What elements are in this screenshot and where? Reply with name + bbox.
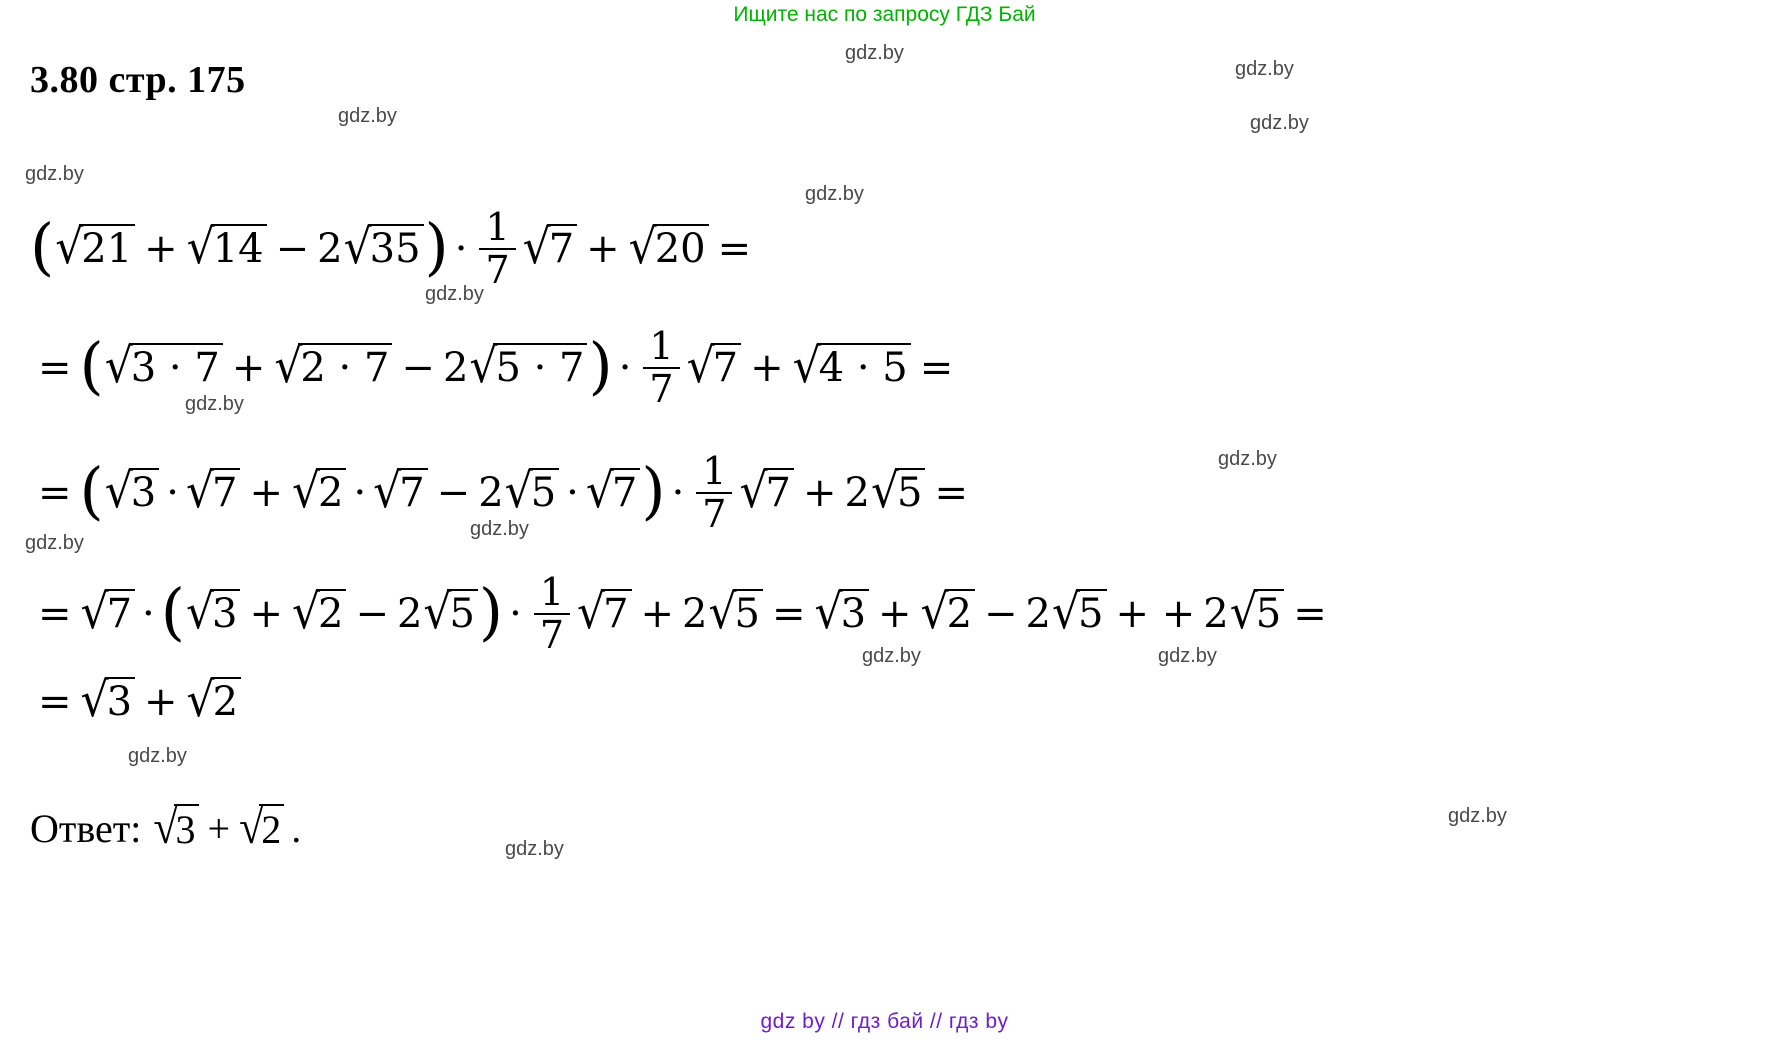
multiplication-dot-3: · bbox=[566, 469, 579, 516]
sqrt-5-b: √ 5 bbox=[709, 590, 764, 637]
radical-sign-icon: √ bbox=[686, 338, 715, 395]
radical-sign-icon: √ bbox=[274, 338, 303, 395]
minus-operator-2: − bbox=[984, 590, 1018, 637]
sqrt-7-c: √ 7 bbox=[586, 469, 641, 516]
watermark-text: gdz.by bbox=[185, 393, 244, 415]
radical-sign-icon: √ bbox=[1229, 584, 1258, 641]
sqrt-5: √ 5 bbox=[423, 590, 478, 637]
coefficient-2: 2 bbox=[478, 469, 504, 516]
sqrt-7: √ 7 bbox=[687, 344, 742, 391]
plus-operator: + bbox=[249, 469, 283, 516]
equals-sign-2: = bbox=[919, 344, 954, 391]
close-paren: ) bbox=[588, 328, 613, 402]
plus-operator-2: + bbox=[750, 344, 784, 391]
watermark-text: gdz.by bbox=[845, 42, 904, 64]
fraction-denominator: 7 bbox=[696, 492, 732, 534]
radical-sign-icon: √ bbox=[708, 584, 737, 641]
equals-sign-2: = bbox=[934, 469, 968, 516]
plus-operator-2: + bbox=[802, 469, 837, 516]
equals-sign: = bbox=[38, 590, 72, 637]
radical-sign-icon: √ bbox=[153, 800, 178, 854]
coefficient-2-c: 2 bbox=[1025, 590, 1051, 637]
sqrt-14: √ 14 bbox=[187, 225, 267, 272]
radical-sign-icon: √ bbox=[870, 463, 899, 520]
coefficient-2: 2 bbox=[442, 344, 469, 391]
math-line-5 bbox=[30, 672, 242, 728]
radical-sign-icon: √ bbox=[80, 672, 109, 728]
watermark-text: gdz.by bbox=[805, 183, 864, 205]
open-paren: ( bbox=[79, 328, 104, 402]
radical-sign-icon: √ bbox=[186, 219, 215, 276]
sqrt-7: √ 7 bbox=[523, 225, 578, 272]
watermark-text: gdz.by bbox=[25, 163, 84, 185]
open-paren: ( bbox=[79, 453, 104, 527]
multiplication-dot-0: · bbox=[142, 590, 155, 637]
plus-operator-2: + bbox=[640, 590, 675, 637]
fraction-numerator: 1 bbox=[539, 570, 565, 614]
multiplication-dot: · bbox=[454, 225, 468, 272]
sqrt-2-times-7: √ 2 · 7 bbox=[274, 344, 392, 391]
sqrt-5-b: √ 5 bbox=[871, 469, 926, 516]
bottom-promo-banner: gdz by // гдз бай // гдз by bbox=[760, 1010, 1009, 1033]
sqrt-5: √ 5 bbox=[505, 469, 560, 516]
sqrt-35: √ 35 bbox=[344, 225, 424, 272]
fraction-numerator: 1 bbox=[649, 324, 674, 368]
close-paren: ) bbox=[641, 453, 666, 527]
radical-sign-icon: √ bbox=[185, 584, 214, 641]
sqrt-3: √ 3 bbox=[186, 590, 241, 637]
plus-operator: + bbox=[144, 225, 178, 272]
fraction-denominator: 7 bbox=[534, 613, 570, 655]
equals-sign: = bbox=[717, 225, 752, 272]
plus-operator: + bbox=[207, 805, 231, 851]
minus-operator: − bbox=[436, 469, 471, 516]
plus-operator: + bbox=[249, 590, 283, 637]
radical-sign-icon: √ bbox=[373, 463, 402, 520]
watermark-text: gdz.by bbox=[338, 105, 397, 127]
multiplication-dot-2: · bbox=[353, 469, 367, 516]
minus-operator: − bbox=[401, 344, 435, 391]
multiplication-dot-1: · bbox=[166, 469, 179, 516]
sqrt-7-factor: √ 7 bbox=[81, 590, 136, 637]
fraction-one-seventh bbox=[534, 570, 570, 657]
sqrt-2-b: √ 2 bbox=[921, 590, 976, 637]
sqrt-3-times-7: √ 3 · 7 bbox=[105, 344, 223, 391]
multiplication-dot-4: · bbox=[671, 469, 685, 516]
watermark-text: gdz.by bbox=[1235, 58, 1294, 80]
sqrt-2: √ 2 bbox=[292, 469, 347, 516]
radical-sign-icon: √ bbox=[522, 219, 551, 276]
radical-sign-icon: √ bbox=[585, 463, 614, 520]
equals-sign-2: = bbox=[772, 590, 806, 637]
fraction-numerator: 1 bbox=[702, 449, 727, 493]
radical-sign-icon: √ bbox=[55, 219, 84, 276]
sqrt-7-a: √ 7 bbox=[186, 469, 241, 516]
plus-operator: + bbox=[144, 678, 178, 725]
sqrt-2: √ 2 bbox=[239, 805, 284, 852]
radical-sign-icon: √ bbox=[104, 338, 133, 395]
coefficient-2-b: 2 bbox=[682, 590, 708, 637]
close-paren: ) bbox=[424, 209, 449, 283]
fraction-one-seventh bbox=[479, 205, 515, 292]
equals-sign-3: = bbox=[1293, 590, 1327, 637]
watermark-text: gdz.by bbox=[1158, 645, 1217, 667]
sqrt-7-d: √ 7 bbox=[739, 469, 794, 516]
radical-sign-icon: √ bbox=[920, 584, 949, 641]
radical-sign-icon: √ bbox=[186, 672, 215, 728]
math-line-2 bbox=[30, 324, 961, 411]
sqrt-20: √ 20 bbox=[629, 225, 709, 272]
page-title: 3.80 стр. 175 bbox=[30, 59, 246, 101]
sqrt-3-b: √ 3 bbox=[815, 590, 870, 637]
sqrt-7-b: √ 7 bbox=[577, 590, 632, 637]
radical-sign-icon: √ bbox=[343, 219, 372, 276]
close-paren: ) bbox=[478, 574, 504, 648]
watermark-text: gdz.by bbox=[862, 645, 921, 667]
radical-sign-icon: √ bbox=[239, 800, 264, 854]
coefficient-2: 2 bbox=[396, 590, 423, 637]
sqrt-3: √ 3 bbox=[81, 678, 136, 725]
watermark-text: gdz.by bbox=[425, 283, 484, 305]
minus-operator: − bbox=[355, 590, 389, 637]
radical-sign-icon: √ bbox=[814, 584, 843, 641]
watermark-text: gdz.by bbox=[470, 518, 529, 540]
watermark-text: gdz.by bbox=[1218, 448, 1277, 470]
answer-label: Ответ: bbox=[30, 805, 142, 851]
radical-sign-icon: √ bbox=[1052, 584, 1081, 641]
plus-plus-operator: + + bbox=[1115, 590, 1196, 637]
fraction-one-seventh bbox=[696, 449, 732, 536]
equals-sign: = bbox=[38, 344, 72, 391]
plus-operator-3: + bbox=[878, 590, 912, 637]
sqrt-3: √ 3 bbox=[153, 805, 198, 852]
fraction-denominator: 7 bbox=[479, 248, 515, 290]
watermark-text: gdz.by bbox=[25, 532, 84, 554]
radical-sign-icon: √ bbox=[792, 338, 821, 395]
radical-sign-icon: √ bbox=[469, 338, 498, 395]
watermark-text: gdz.by bbox=[1448, 805, 1507, 827]
radical-sign-icon: √ bbox=[104, 463, 133, 520]
plus-operator-2: + bbox=[586, 225, 620, 272]
watermark-text: gdz.by bbox=[1250, 112, 1309, 134]
radical-sign-icon: √ bbox=[291, 584, 320, 641]
watermark-text: gdz.by bbox=[505, 838, 564, 860]
period: . bbox=[291, 805, 302, 851]
radical-sign-icon: √ bbox=[80, 584, 109, 641]
equals-sign: = bbox=[38, 469, 72, 516]
sqrt-2: √ 2 bbox=[292, 590, 347, 637]
sqrt-4-times-5: √ 4 · 5 bbox=[793, 344, 911, 391]
radical-sign-icon: √ bbox=[628, 219, 657, 276]
open-paren: ( bbox=[30, 209, 55, 283]
answer-line bbox=[30, 800, 302, 854]
sqrt-5-times-7: √ 5 · 7 bbox=[469, 344, 587, 391]
coefficient-2-d: 2 bbox=[1203, 590, 1229, 637]
sqrt-3: √ 3 bbox=[105, 469, 160, 516]
sqrt-7-b: √ 7 bbox=[373, 469, 428, 516]
coefficient-2-b: 2 bbox=[844, 469, 870, 516]
open-paren: ( bbox=[160, 574, 185, 648]
radical-sign-icon: √ bbox=[291, 463, 320, 520]
watermark-text: gdz.by bbox=[128, 745, 187, 767]
coefficient-2: 2 bbox=[317, 225, 343, 272]
minus-operator: − bbox=[275, 225, 310, 272]
sqrt-21: √ 21 bbox=[55, 225, 135, 272]
radical-sign-icon: √ bbox=[185, 463, 214, 520]
fraction-one-seventh bbox=[643, 324, 679, 411]
equals-sign: = bbox=[38, 678, 72, 725]
radical-sign-icon: √ bbox=[739, 463, 768, 520]
radical-sign-icon: √ bbox=[423, 584, 452, 641]
multiplication-dot: · bbox=[509, 590, 522, 637]
fraction-numerator: 1 bbox=[485, 205, 510, 249]
math-line-1 bbox=[30, 205, 759, 292]
top-promo-banner: Ищите нас по запросу ГДЗ Бай bbox=[733, 3, 1036, 26]
plus-operator: + bbox=[231, 344, 266, 391]
fraction-denominator: 7 bbox=[643, 367, 679, 409]
multiplication-dot: · bbox=[618, 344, 632, 391]
sqrt-5-c: √ 5 bbox=[1052, 590, 1107, 637]
sqrt-5-d: √ 5 bbox=[1230, 590, 1285, 637]
radical-sign-icon: √ bbox=[504, 463, 533, 520]
sqrt-2: √ 2 bbox=[187, 678, 242, 725]
radical-sign-icon: √ bbox=[577, 584, 606, 641]
